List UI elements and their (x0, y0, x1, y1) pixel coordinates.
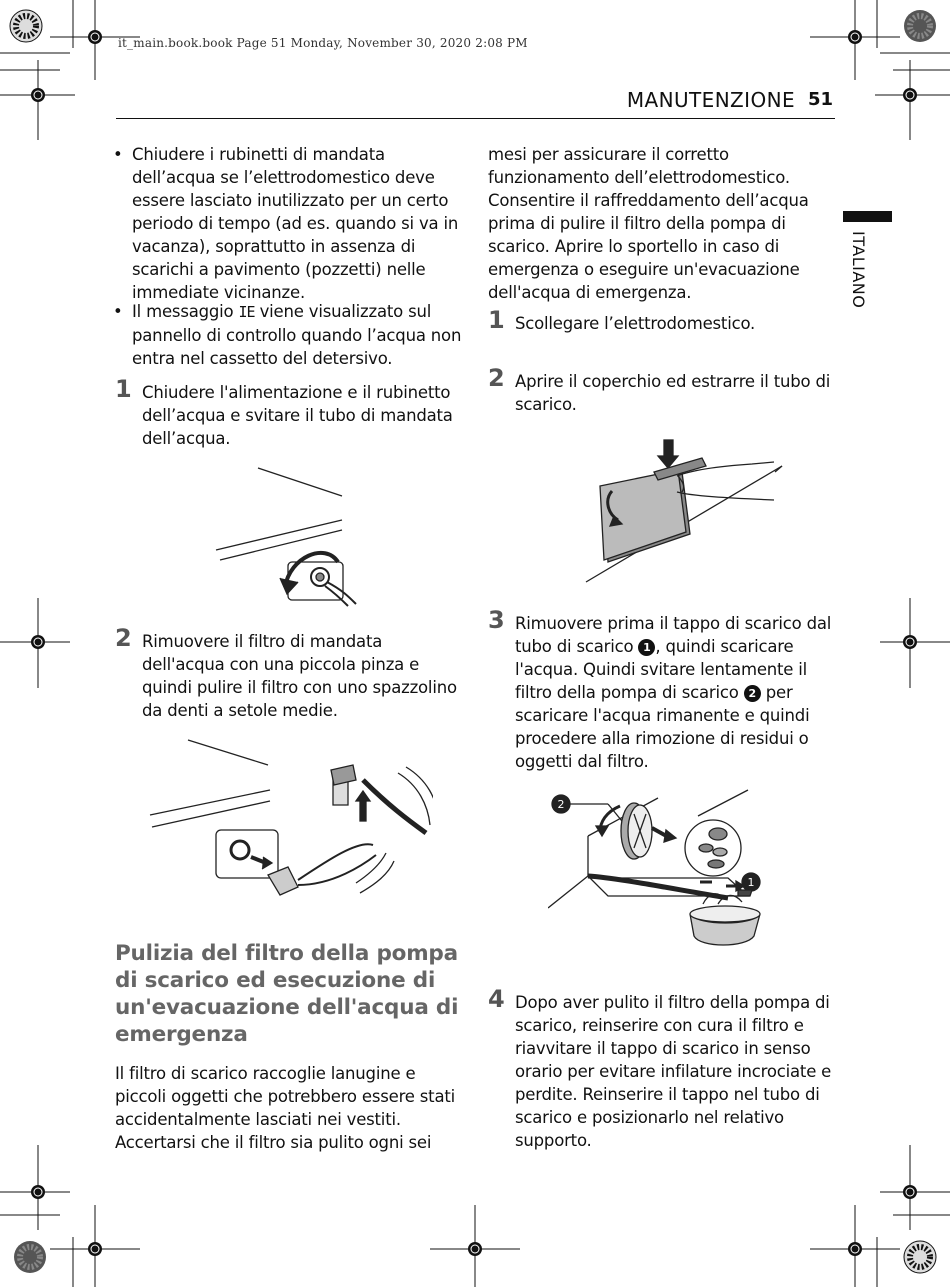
step-number: 2 (115, 624, 132, 652)
intro-paragraph: Consentire il raffreddamento dell’acqua prima di pulire il filtro della pompa di scarico. Aprire lo sportello in caso di emergenza o eseguire un'evacuazione dell'acqua di emergenza. (488, 191, 809, 302)
section-paragraph: Il filtro di scarico raccoglie lanugine e piccoli oggetti che potrebbero essere stati accidentalmente lasciati nei vestiti. Accertarsi che il filtro sia pulito ogni sei (115, 1064, 456, 1152)
page-header (116, 86, 835, 119)
step-item (115, 375, 465, 456)
step-text: Rimuovere il filtro di mandata dell'acqua con una piccola pinza e quindi pulire il filtro con uno spazzolino da denti a setole medie. (142, 632, 457, 720)
step-text: Chiudere l'alimentazione e il rubinetto dell’acqua e svitare il tubo di mandata dell’acqua. (142, 383, 453, 448)
step-text: Dopo aver pulito il filtro della pompa di scarico, reinserire con cura il filtro e riavvitare il tappo di scarico in senso orario per evitare infilature incrociate e perdite. Reinserire il tappo nel tubo di scarico e posizionarlo nel relativo supporto. (515, 993, 832, 1150)
language-tab (846, 231, 868, 331)
step-number: 1 (115, 375, 132, 403)
language-tab-bar (843, 211, 892, 222)
step-item (488, 985, 838, 1156)
step-text: Rimuovere prima il tappo di scarico dal tubo di scarico 1 , quindi scaricare l'acqua. Quindi svitare lentamente il filtro della pompa di scarico 2 per scaricare l'acqua rimanente e quindi procedere alla rimozione di residui o oggetti dal filtro. (515, 614, 832, 771)
open-cover-illustration (582, 436, 787, 586)
bullet-text: Il messaggio IE viene visualizzato sul pannello di controllo quando l’acqua non entra nel cassetto del detersivo. (132, 302, 462, 368)
step-text: Scollegare l’elettrodomestico. (515, 314, 756, 333)
section-heading: Pulizia del filtro della pompa di scarico ed esecuzione di un'evacuazione dell'acqua di emergenza (115, 941, 459, 1047)
error-code: IE (238, 303, 255, 321)
bullet-text: Chiudere i rubinetti di mandata dell’acqua se l’elettrodomestico deve essere lasciato inutilizzato per un certo periodo di tempo (ad es. quando si va in vacanza), soprattutto in assenza di scarichi a pavimento (pozzetti) nelle immediate vicinanze. (132, 145, 459, 302)
print-line: it_main.book.book Page 51 Monday, November 30, 2020 2:08 PM (118, 36, 528, 50)
figure-label-2: 2 (557, 798, 565, 811)
bullet-item: • Il messaggio IE viene visualizzato sul pannello di controllo quando l’acqua non entra nel cassetto del detersivo. (113, 300, 463, 370)
step-item (488, 364, 838, 420)
step-item (488, 306, 838, 342)
step-number: 4 (488, 985, 505, 1013)
continued-paragraph: mesi per assicurare il corretto funzionamento dell’elettrodomestico. (488, 145, 790, 187)
inlet-filter-cleaning-illustration (148, 735, 433, 905)
step-number: 1 (488, 306, 505, 334)
bullet-item: • Chiudere i rubinetti di mandata dell’acqua se l’elettrodomestico deve essere lasciato inutilizzato per un certo periodo di tempo (ad es. quando si va in vacanza), soprattutto in assenza di scarichi a pavimento (pozzetti) nelle immediate vicinanze. (113, 143, 463, 293)
drain-filter-removal-illustration (548, 786, 788, 956)
language-label: ITALIANO (849, 231, 868, 309)
step-item (488, 606, 838, 777)
marker-1: 1 (638, 639, 655, 656)
water-inlet-hose-illustration (210, 462, 360, 607)
section-title: MANUTENZIONE (626, 88, 795, 112)
step-number: 3 (488, 606, 505, 634)
page-number: 51 (807, 89, 833, 110)
step-text: Aprire il coperchio ed estrarre il tubo di scarico. (515, 372, 831, 414)
step-number: 2 (488, 364, 505, 392)
marker-2: 2 (744, 685, 761, 702)
step-item (115, 624, 465, 725)
figure-label-1: 1 (747, 876, 755, 889)
